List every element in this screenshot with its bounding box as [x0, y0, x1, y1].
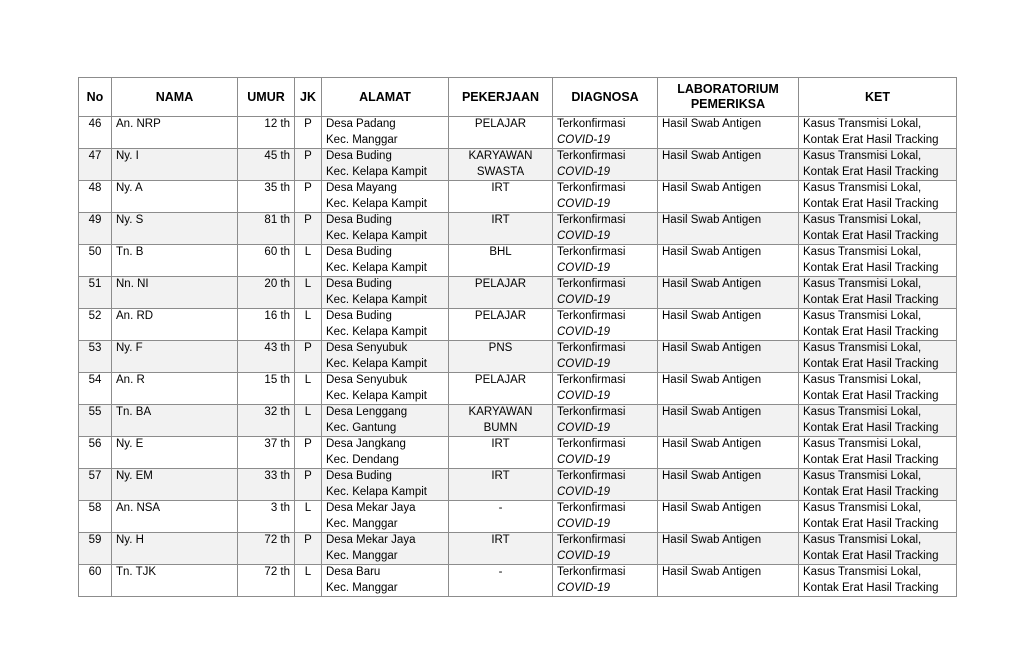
cell-pekerjaan: [449, 405, 553, 437]
table-row: [79, 277, 957, 309]
cell-pekerjaan: [449, 149, 553, 181]
cell-umur: 16 th: [238, 309, 295, 341]
header-pekerjaan: PEKERJAAN: [449, 78, 553, 117]
ket-line2: Kontak Erat Hasil Tracking: [803, 197, 939, 210]
cell-umur: 35 th: [238, 181, 295, 213]
cell-jk: P: [295, 213, 322, 245]
cell-umur: 15 th: [238, 373, 295, 405]
header-jk: JK: [295, 78, 322, 117]
ket-line1: Kasus Transmisi Lokal,: [803, 118, 922, 130]
cell-ket: [799, 341, 957, 373]
cell-ket: [799, 565, 957, 597]
table-header: [79, 78, 957, 117]
alamat-desa: Desa Senyubuk: [326, 342, 408, 354]
cell-pekerjaan: [449, 213, 553, 245]
alamat-kecamatan: Kec. Kelapa Kampit: [326, 229, 428, 242]
cell-laboratorium: Hasil Swab Antigen: [658, 149, 799, 181]
cell-no: 60: [79, 565, 112, 597]
table-row: [79, 149, 957, 181]
cell-no: 49: [79, 213, 112, 245]
cell-jk: L: [295, 501, 322, 533]
ket-line2: Kontak Erat Hasil Tracking: [803, 549, 939, 562]
alamat-kecamatan: Kec. Kelapa Kampit: [326, 325, 428, 338]
cell-ket: [799, 437, 957, 469]
cell-laboratorium: Hasil Swab Antigen: [658, 469, 799, 501]
cell-laboratorium: Hasil Swab Antigen: [658, 245, 799, 277]
cell-pekerjaan: [449, 437, 553, 469]
ket-line1: Kasus Transmisi Lokal,: [803, 310, 922, 322]
diagnosa-disease: COVID-19: [557, 517, 611, 530]
alamat-desa: Desa Senyubuk: [326, 374, 408, 386]
header-laboratorium: [658, 78, 799, 117]
table-row: [79, 405, 957, 437]
alamat-desa: Desa Lenggang: [326, 406, 408, 418]
cell-alamat: [322, 533, 449, 565]
diagnosa-disease: COVID-19: [557, 229, 611, 242]
ket-line2: Kontak Erat Hasil Tracking: [803, 229, 939, 242]
cell-umur: 37 th: [238, 437, 295, 469]
diagnosa-status: Terkonfirmasi: [557, 182, 626, 194]
cell-nama: Ny. S: [112, 213, 238, 245]
cell-nama: Ny. H: [112, 533, 238, 565]
cell-jk: L: [295, 245, 322, 277]
cell-laboratorium: Hasil Swab Antigen: [658, 405, 799, 437]
cell-laboratorium: Hasil Swab Antigen: [658, 501, 799, 533]
cell-jk: L: [295, 565, 322, 597]
ket-line1: Kasus Transmisi Lokal,: [803, 182, 922, 194]
ket-line2: Kontak Erat Hasil Tracking: [803, 261, 939, 274]
cell-ket: [799, 181, 957, 213]
cell-nama: An. NSA: [112, 501, 238, 533]
alamat-kecamatan: Kec. Manggar: [326, 133, 398, 146]
cell-pekerjaan: [449, 245, 553, 277]
diagnosa-disease: COVID-19: [557, 325, 611, 338]
cell-no: 59: [79, 533, 112, 565]
cell-no: 50: [79, 245, 112, 277]
cell-no: 47: [79, 149, 112, 181]
pekerjaan-line1: PELAJAR: [474, 278, 527, 290]
ket-line2: Kontak Erat Hasil Tracking: [803, 133, 939, 146]
diagnosa-disease: COVID-19: [557, 485, 611, 498]
cell-jk: L: [295, 309, 322, 341]
pekerjaan-line1: BHL: [489, 246, 512, 258]
cell-nama: Tn. B: [112, 245, 238, 277]
header-nama: NAMA: [112, 78, 238, 117]
pekerjaan-line1: IRT: [491, 438, 510, 450]
alamat-desa: Desa Buding: [326, 310, 392, 322]
ket-line2: Kontak Erat Hasil Tracking: [803, 293, 939, 306]
cell-pekerjaan: [449, 309, 553, 341]
cell-diagnosa: [553, 373, 658, 405]
alamat-kecamatan: Kec. Dendang: [326, 453, 399, 466]
cell-pekerjaan: [449, 533, 553, 565]
cell-jk: P: [295, 117, 322, 149]
ket-line2: Kontak Erat Hasil Tracking: [803, 325, 939, 338]
cell-alamat: [322, 405, 449, 437]
cell-laboratorium: Hasil Swab Antigen: [658, 213, 799, 245]
cell-alamat: [322, 117, 449, 149]
diagnosa-disease: COVID-19: [557, 389, 611, 402]
header-diagnosa: DIAGNOSA: [553, 78, 658, 117]
cell-pekerjaan: [449, 373, 553, 405]
cell-alamat: [322, 213, 449, 245]
cell-diagnosa: [553, 565, 658, 597]
diagnosa-disease: COVID-19: [557, 133, 611, 146]
cell-pekerjaan: [449, 181, 553, 213]
table-row: [79, 245, 957, 277]
cell-jk: L: [295, 277, 322, 309]
cell-jk: P: [295, 469, 322, 501]
alamat-desa: Desa Padang: [326, 118, 396, 130]
cell-nama: An. RD: [112, 309, 238, 341]
cell-diagnosa: [553, 501, 658, 533]
ket-line1: Kasus Transmisi Lokal,: [803, 246, 922, 258]
cell-diagnosa: [553, 309, 658, 341]
cell-nama: An. R: [112, 373, 238, 405]
cell-pekerjaan: [449, 565, 553, 597]
cell-jk: P: [295, 437, 322, 469]
cell-no: 46: [79, 117, 112, 149]
diagnosa-disease: COVID-19: [557, 453, 611, 466]
alamat-desa: Desa Buding: [326, 150, 392, 162]
table-row: [79, 181, 957, 213]
header-row: [79, 78, 957, 117]
table-row: [79, 501, 957, 533]
cell-alamat: [322, 149, 449, 181]
cell-diagnosa: [553, 213, 658, 245]
cell-diagnosa: [553, 437, 658, 469]
cell-nama: Tn. TJK: [112, 565, 238, 597]
diagnosa-disease: COVID-19: [557, 549, 611, 562]
cell-no: 57: [79, 469, 112, 501]
alamat-kecamatan: Kec. Gantung: [326, 421, 397, 434]
cell-nama: Ny. A: [112, 181, 238, 213]
table-body: [79, 117, 957, 597]
header-lab-line2: PEMERIKSA: [690, 97, 766, 111]
cell-ket: [799, 277, 957, 309]
ket-line1: Kasus Transmisi Lokal,: [803, 374, 922, 386]
diagnosa-disease: COVID-19: [557, 581, 611, 594]
alamat-desa: Desa Jangkang: [326, 438, 406, 450]
cell-no: 51: [79, 277, 112, 309]
ket-line2: Kontak Erat Hasil Tracking: [803, 453, 939, 466]
cell-umur: 32 th: [238, 405, 295, 437]
cell-ket: [799, 533, 957, 565]
cell-umur: 43 th: [238, 341, 295, 373]
alamat-desa: Desa Mayang: [326, 182, 397, 194]
alamat-desa: Desa Buding: [326, 246, 392, 258]
cell-umur: 81 th: [238, 213, 295, 245]
pekerjaan-line1: -: [498, 502, 503, 514]
cell-umur: 12 th: [238, 117, 295, 149]
diagnosa-status: Terkonfirmasi: [557, 278, 626, 290]
cell-alamat: [322, 309, 449, 341]
table-row: [79, 117, 957, 149]
cell-umur: 72 th: [238, 533, 295, 565]
pekerjaan-line1: IRT: [491, 470, 510, 482]
cell-ket: [799, 309, 957, 341]
pekerjaan-line2: BUMN: [483, 421, 518, 434]
alamat-desa: Desa Buding: [326, 278, 392, 290]
pekerjaan-line1: IRT: [491, 182, 510, 194]
header-lab-line1: LABORATORIUM: [677, 82, 779, 96]
pekerjaan-line1: PELAJAR: [474, 374, 527, 386]
diagnosa-status: Terkonfirmasi: [557, 406, 626, 418]
ket-line1: Kasus Transmisi Lokal,: [803, 534, 922, 546]
pekerjaan-line1: -: [498, 566, 503, 578]
cell-alamat: [322, 501, 449, 533]
diagnosa-disease: COVID-19: [557, 261, 611, 274]
diagnosa-status: Terkonfirmasi: [557, 150, 626, 162]
cell-alamat: [322, 277, 449, 309]
alamat-kecamatan: Kec. Kelapa Kampit: [326, 485, 428, 498]
cell-diagnosa: [553, 245, 658, 277]
cell-no: 53: [79, 341, 112, 373]
cell-nama: Nn. NI: [112, 277, 238, 309]
table-row: [79, 437, 957, 469]
cell-ket: [799, 117, 957, 149]
cell-laboratorium: Hasil Swab Antigen: [658, 373, 799, 405]
header-umur: UMUR: [238, 78, 295, 117]
pekerjaan-line1: KARYAWAN: [468, 150, 533, 162]
ket-line1: Kasus Transmisi Lokal,: [803, 278, 922, 290]
ket-line1: Kasus Transmisi Lokal,: [803, 214, 922, 226]
cell-laboratorium: Hasil Swab Antigen: [658, 277, 799, 309]
alamat-desa: Desa Buding: [326, 214, 392, 226]
diagnosa-status: Terkonfirmasi: [557, 534, 626, 546]
alamat-desa: Desa Mekar Jaya: [326, 502, 416, 514]
ket-line1: Kasus Transmisi Lokal,: [803, 502, 922, 514]
header-alamat: ALAMAT: [322, 78, 449, 117]
cell-pekerjaan: [449, 469, 553, 501]
cell-no: 55: [79, 405, 112, 437]
cell-ket: [799, 373, 957, 405]
cell-nama: Ny. EM: [112, 469, 238, 501]
cell-pekerjaan: [449, 341, 553, 373]
alamat-kecamatan: Kec. Manggar: [326, 581, 398, 594]
alamat-kecamatan: Kec. Kelapa Kampit: [326, 293, 428, 306]
cell-laboratorium: Hasil Swab Antigen: [658, 533, 799, 565]
table-row: [79, 309, 957, 341]
cell-umur: 45 th: [238, 149, 295, 181]
cell-umur: 72 th: [238, 565, 295, 597]
ket-line1: Kasus Transmisi Lokal,: [803, 470, 922, 482]
pekerjaan-line2: SWASTA: [476, 165, 525, 178]
cell-alamat: [322, 181, 449, 213]
diagnosa-status: Terkonfirmasi: [557, 342, 626, 354]
table-row: [79, 341, 957, 373]
cell-umur: 33 th: [238, 469, 295, 501]
alamat-desa: Desa Buding: [326, 470, 392, 482]
cell-diagnosa: [553, 341, 658, 373]
cell-jk: L: [295, 405, 322, 437]
cell-diagnosa: [553, 277, 658, 309]
header-no: No: [79, 78, 112, 117]
cell-alamat: [322, 373, 449, 405]
ket-line1: Kasus Transmisi Lokal,: [803, 150, 922, 162]
diagnosa-disease: COVID-19: [557, 357, 611, 370]
diagnosa-status: Terkonfirmasi: [557, 214, 626, 226]
cell-alamat: [322, 469, 449, 501]
ket-line1: Kasus Transmisi Lokal,: [803, 566, 922, 578]
cell-umur: 60 th: [238, 245, 295, 277]
table-row: [79, 213, 957, 245]
pekerjaan-line1: IRT: [491, 214, 510, 226]
cell-jk: P: [295, 533, 322, 565]
alamat-desa: Desa Mekar Jaya: [326, 534, 416, 546]
diagnosa-status: Terkonfirmasi: [557, 118, 626, 130]
diagnosa-disease: COVID-19: [557, 197, 611, 210]
diagnosa-status: Terkonfirmasi: [557, 566, 626, 578]
alamat-kecamatan: Kec. Kelapa Kampit: [326, 389, 428, 402]
cell-jk: P: [295, 341, 322, 373]
diagnosa-disease: COVID-19: [557, 421, 611, 434]
ket-line2: Kontak Erat Hasil Tracking: [803, 357, 939, 370]
alamat-desa: Desa Baru: [326, 566, 381, 578]
cell-nama: Ny. I: [112, 149, 238, 181]
cell-alamat: [322, 437, 449, 469]
cell-laboratorium: Hasil Swab Antigen: [658, 117, 799, 149]
cell-diagnosa: [553, 149, 658, 181]
cell-diagnosa: [553, 117, 658, 149]
cell-pekerjaan: [449, 277, 553, 309]
pekerjaan-line1: PELAJAR: [474, 118, 527, 130]
pekerjaan-line1: PELAJAR: [474, 310, 527, 322]
cell-jk: P: [295, 181, 322, 213]
alamat-kecamatan: Kec. Kelapa Kampit: [326, 165, 428, 178]
cell-no: 56: [79, 437, 112, 469]
cell-nama: An. NRP: [112, 117, 238, 149]
alamat-kecamatan: Kec. Manggar: [326, 549, 398, 562]
ket-line1: Kasus Transmisi Lokal,: [803, 342, 922, 354]
cell-ket: [799, 245, 957, 277]
table-row: [79, 565, 957, 597]
cell-ket: [799, 501, 957, 533]
cell-no: 58: [79, 501, 112, 533]
cell-laboratorium: Hasil Swab Antigen: [658, 565, 799, 597]
ket-line2: Kontak Erat Hasil Tracking: [803, 485, 939, 498]
diagnosa-disease: COVID-19: [557, 293, 611, 306]
cell-pekerjaan: [449, 501, 553, 533]
table-row: [79, 469, 957, 501]
table-row: [79, 533, 957, 565]
ket-line2: Kontak Erat Hasil Tracking: [803, 517, 939, 530]
pekerjaan-line1: KARYAWAN: [468, 406, 533, 418]
cell-umur: 3 th: [238, 501, 295, 533]
cell-pekerjaan: [449, 117, 553, 149]
cell-ket: [799, 213, 957, 245]
cell-jk: P: [295, 149, 322, 181]
cell-no: 48: [79, 181, 112, 213]
ket-line2: Kontak Erat Hasil Tracking: [803, 421, 939, 434]
alamat-kecamatan: Kec. Kelapa Kampit: [326, 197, 428, 210]
cell-no: 54: [79, 373, 112, 405]
cell-diagnosa: [553, 533, 658, 565]
cell-laboratorium: Hasil Swab Antigen: [658, 309, 799, 341]
cell-nama: Tn. BA: [112, 405, 238, 437]
pekerjaan-line1: IRT: [491, 534, 510, 546]
cell-laboratorium: Hasil Swab Antigen: [658, 437, 799, 469]
cell-jk: L: [295, 373, 322, 405]
cell-laboratorium: Hasil Swab Antigen: [658, 181, 799, 213]
table-row: [79, 373, 957, 405]
diagnosa-status: Terkonfirmasi: [557, 374, 626, 386]
cell-no: 52: [79, 309, 112, 341]
cell-diagnosa: [553, 181, 658, 213]
cell-nama: Ny. F: [112, 341, 238, 373]
cell-diagnosa: [553, 405, 658, 437]
cell-nama: Ny. E: [112, 437, 238, 469]
diagnosa-status: Terkonfirmasi: [557, 502, 626, 514]
cell-laboratorium: Hasil Swab Antigen: [658, 341, 799, 373]
pekerjaan-line1: PNS: [488, 342, 513, 354]
ket-line2: Kontak Erat Hasil Tracking: [803, 389, 939, 402]
cell-umur: 20 th: [238, 277, 295, 309]
alamat-kecamatan: Kec. Kelapa Kampit: [326, 357, 428, 370]
ket-line2: Kontak Erat Hasil Tracking: [803, 581, 939, 594]
ket-line1: Kasus Transmisi Lokal,: [803, 406, 922, 418]
alamat-kecamatan: Kec. Kelapa Kampit: [326, 261, 428, 274]
ket-line1: Kasus Transmisi Lokal,: [803, 438, 922, 450]
diagnosa-status: Terkonfirmasi: [557, 310, 626, 322]
ket-line2: Kontak Erat Hasil Tracking: [803, 165, 939, 178]
diagnosa-status: Terkonfirmasi: [557, 470, 626, 482]
header-ket: KET: [799, 78, 957, 117]
cell-ket: [799, 149, 957, 181]
diagnosa-disease: COVID-19: [557, 165, 611, 178]
diagnosa-status: Terkonfirmasi: [557, 246, 626, 258]
cell-alamat: [322, 341, 449, 373]
cell-alamat: [322, 245, 449, 277]
alamat-kecamatan: Kec. Manggar: [326, 517, 398, 530]
cell-ket: [799, 469, 957, 501]
cell-ket: [799, 405, 957, 437]
patient-table: [78, 77, 957, 597]
diagnosa-status: Terkonfirmasi: [557, 438, 626, 450]
cell-diagnosa: [553, 469, 658, 501]
cell-alamat: [322, 565, 449, 597]
